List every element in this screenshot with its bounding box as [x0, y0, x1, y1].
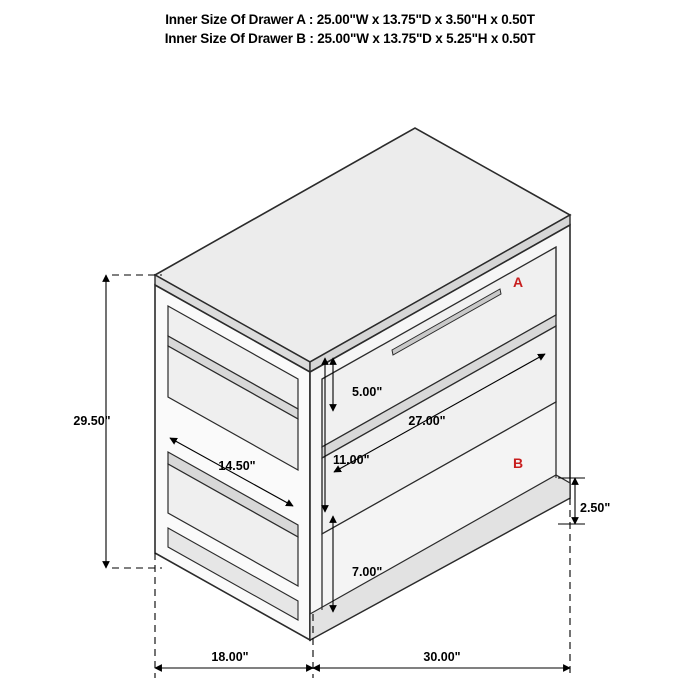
label-mid-opening: 11.00"	[333, 453, 370, 467]
drawer-label-a: A	[512, 274, 524, 290]
label-front-width: 30.00"	[423, 650, 461, 664]
label-side-depth-inner: 14.50"	[218, 459, 256, 473]
title-line-2: Inner Size Of Drawer B : 25.00"W x 13.75"D x 5.25"H x 0.50T	[164, 31, 536, 46]
cabinet-body	[155, 128, 570, 640]
drawer-label-b: B	[512, 455, 524, 471]
title-line-1: Inner Size Of Drawer A : 25.00"W x 13.75"D x 3.50"H x 0.50T	[165, 12, 535, 27]
label-front-width-inner: 27.00"	[408, 414, 446, 428]
label-overall-height: 29.50"	[73, 414, 111, 428]
label-upper-opening: 5.00"	[352, 385, 383, 399]
label-toe-height: 2.50"	[580, 501, 611, 515]
label-side-width: 18.00"	[211, 650, 249, 664]
label-lower-opening: 7.00"	[352, 565, 383, 579]
